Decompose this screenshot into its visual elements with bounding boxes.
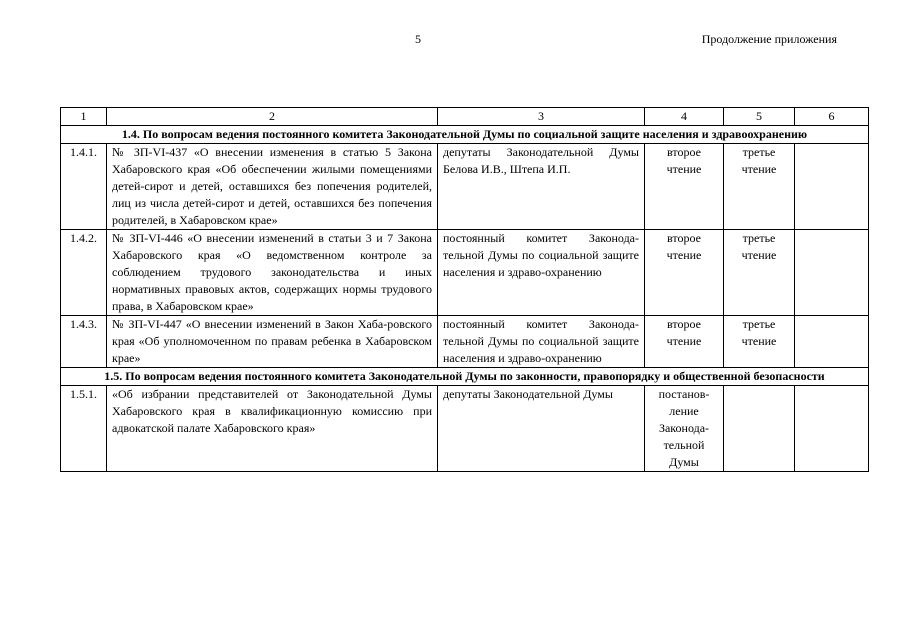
table-row bbox=[61, 316, 869, 368]
item-col6 bbox=[795, 230, 869, 316]
item-col6 bbox=[795, 386, 869, 472]
section-title: 1.5. По вопросам ведения постоянного комитета Законодательной Думы по законности, правопорядку и общественной безопасности bbox=[61, 368, 869, 386]
item-description: № ЗП-VI-447 «О внесении изменений в Закон Хаба-ровского края «Об уполномоченном по правам ребенка в Хабаровском крае» bbox=[107, 316, 438, 368]
item-col5 bbox=[724, 386, 795, 472]
column-number: 1 bbox=[61, 108, 107, 126]
item-col5: третье чтение bbox=[724, 144, 795, 230]
column-number: 5 bbox=[724, 108, 795, 126]
item-initiator: депутаты Законодательной Думы bbox=[438, 386, 645, 472]
column-number: 2 bbox=[107, 108, 438, 126]
section-title: 1.4. По вопросам ведения постоянного комитета Законодательной Думы по социальной защите населения и здравоохранению bbox=[61, 126, 869, 144]
section-row bbox=[61, 368, 869, 386]
item-col6 bbox=[795, 316, 869, 368]
item-col4: постанов-ление Законода-тельной Думы bbox=[645, 386, 724, 472]
item-number: 1.4.1. bbox=[61, 144, 107, 230]
agenda-table bbox=[60, 107, 869, 472]
item-number: 1.5.1. bbox=[61, 386, 107, 472]
item-col5: третье чтение bbox=[724, 316, 795, 368]
column-number: 4 bbox=[645, 108, 724, 126]
item-number: 1.4.2. bbox=[61, 230, 107, 316]
item-col4: второе чтение bbox=[645, 230, 724, 316]
table-row bbox=[61, 230, 869, 316]
item-description: № ЗП-VI-437 «О внесении изменения в статью 5 Закона Хабаровского края «Об обеспечении жилыми помещениями детей-сирот и детей, оставшихся без попечения родителей, лиц из числа детей-сирот и детей, оставшихся без попечения родителей, в Хабаровском крае» bbox=[107, 144, 438, 230]
column-number: 3 bbox=[438, 108, 645, 126]
item-col4: второе чтение bbox=[645, 144, 724, 230]
section-row bbox=[61, 126, 869, 144]
item-col5: третье чтение bbox=[724, 230, 795, 316]
item-col4: второе чтение bbox=[645, 316, 724, 368]
continuation-label: Продолжение приложения bbox=[701, 32, 837, 46]
page-number: 5 bbox=[415, 32, 421, 46]
item-number: 1.4.3. bbox=[61, 316, 107, 368]
table-row bbox=[61, 144, 869, 230]
table-row bbox=[61, 386, 869, 472]
item-col6 bbox=[795, 144, 869, 230]
column-number-row bbox=[61, 108, 869, 126]
column-number: 6 bbox=[795, 108, 869, 126]
item-initiator: постоянный комитет Законода-тельной Думы по социальной защите населения и здраво-охранению bbox=[438, 230, 645, 316]
item-description: № ЗП-VI-446 «О внесении изменений в статьи 3 и 7 Закона Хабаровского края «О ведомственном контроле за соблюдением трудового законодательства и иных нормативных правовых актов, содержащих нормы трудового права, в Хабаровском крае» bbox=[107, 230, 438, 316]
item-description: «Об избрании представителей от Законодательной Думы Хабаровского края в квалификационную комиссию при адвокатской палате Хабаровского края» bbox=[107, 386, 438, 472]
item-initiator: депутаты Законодательной Думы Белова И.В., Штепа И.П. bbox=[438, 144, 645, 230]
item-initiator: постоянный комитет Законода-тельной Думы по социальной защите населения и здраво-охранению bbox=[438, 316, 645, 368]
